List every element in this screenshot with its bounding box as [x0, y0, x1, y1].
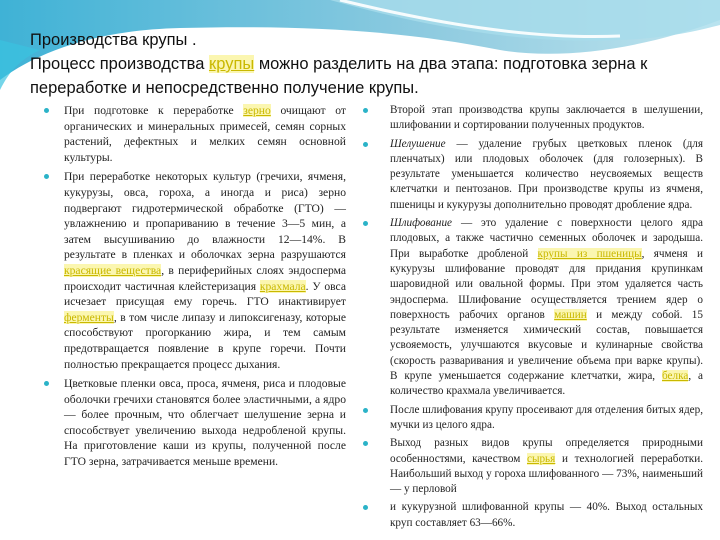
link-krupy[interactable]: крупы: [208, 55, 255, 73]
paragraph-text: — удаление грубых цветковых пленок (для пленчатых) или плодовых оболочек (для голозерных). В результате уменьшается количество неусвояемых веществ клетчатки и пентозанов. При производстве крупы из ячменя, пшеницы и кукурузы дополнительно проводят дробление ядра.: [390, 137, 703, 211]
bullet-icon: [363, 441, 368, 446]
bullet-icon: [363, 221, 368, 226]
paragraph-text: , в периферийных слоях эндосперма происходит частичная клейстеризация: [64, 263, 346, 293]
paragraph-text: Цветковые пленки овса, проса, ячменя, риса и плодовые оболочки гречихи становятся более эластичными, а ядро — более прочным, что облегчает шелушение зерна и способствует увеличению выхода недробленой крупы. На приготовление каши из крупы, полученной после ГТО зерна, затрачивается меньше времени.: [64, 377, 346, 469]
paragraph-text: После шлифования крупу просеивают для отделения битых ядер, мучки из целого ядра.: [390, 403, 703, 431]
list-item: [44, 376, 346, 470]
list-item: [363, 137, 703, 213]
bullet-icon: [44, 174, 49, 179]
right-bullet-list: [363, 103, 703, 531]
paragraph-text: , ячменя и кукурузы шлифование проводят для придания крупинкам шаровидной или овальной формы. При этом удаляется часть эндосперма. Шлифование осуществляется трением ядер о поверхность рабочих органов: [390, 247, 704, 321]
term-italic: Шлифование: [390, 217, 453, 230]
bullet-icon: [363, 505, 368, 510]
paragraph-text: Второй этап производства крупы заключается в шелушении, шлифовании и сортировании полученных продуктов.: [390, 104, 703, 132]
list-item: [44, 169, 346, 372]
list-item: [44, 103, 346, 165]
term-italic: Шелушение: [390, 137, 446, 150]
inline-link[interactable]: зерно: [243, 104, 271, 117]
paragraph-text: . У овса исчезает присущая ему горечь. ГТО инактивирует: [64, 279, 346, 309]
list-item: [363, 216, 703, 400]
paragraph-text: , а количество крахмала увеличивается.: [390, 370, 704, 398]
left-bullet-list: [44, 103, 346, 470]
inline-link[interactable]: машин: [554, 308, 587, 321]
paragraph-text: очищают от органических и минеральных примесей, семян сорных растений, дефектных и мелких семян основной культуры.: [64, 104, 346, 164]
bullet-icon: [44, 108, 49, 113]
paragraph-text: и между собой. 15 результате изменяется химический состав, повышается усвояемость, улучшаются вкусовые и кулинарные свойства (скорость разваривания и увеличение объема при варке крупы). В крупе уменьшается содержание клетчатки, жира,: [390, 308, 703, 383]
inline-link[interactable]: крупы из пшеницы: [537, 247, 642, 260]
paragraph-text: и технологией переработки. Наибольший выход у гороха шлифованного — 73%, наименьший — у перловой: [390, 452, 703, 496]
bullet-icon: [363, 408, 368, 413]
inline-link[interactable]: крахмала: [259, 279, 306, 293]
paragraph-text: Выход разных видов крупы определяется природными особенностями, качеством: [390, 437, 703, 465]
title-line-1: Производства крупы .: [30, 31, 197, 49]
list-item: [363, 500, 703, 531]
inline-link[interactable]: красящие вещества: [64, 263, 162, 277]
title-line-2: [30, 52, 710, 100]
paragraph-text: и кукурузной шлифованной крупы — 40%. Выход остальных круп составляет 63—66%.: [390, 501, 703, 529]
bullet-icon: [363, 142, 368, 147]
list-item: [363, 403, 703, 434]
inline-link[interactable]: сырья: [526, 452, 556, 465]
paragraph-text: — это удаление с поверхности целого ядра плодовых, а также частично семенных оболочек и зародыша. При выработке дробленой: [390, 217, 703, 260]
list-item: [363, 436, 703, 497]
bullet-icon: [44, 381, 49, 386]
paragraph-text: При подготовке к переработке: [64, 104, 244, 117]
left-column: [44, 103, 346, 474]
title-text: можно разделить на два этапа: подготовка зерна к переработке и непосредственно получение крупы.: [30, 55, 648, 97]
inline-link[interactable]: ферменты: [64, 310, 114, 324]
title-text: Процесс производства: [30, 55, 209, 73]
right-column: [363, 103, 703, 534]
paragraph-text: , в том числе липазу и липоксигеназу, которые способствуют прогорканию жира, и тем самым предотвращается появление в крупе горечи. Почти полностью прекращается процесс дыхания.: [64, 310, 346, 371]
paragraph-text: При переработке некоторых культур (гречихи, ячменя, кукурузы, овса, гороха, а иногда и риса) зерно подвергают гидротермической обработке (ГТО) — увлажнению и пропариванию в течение 3—5 мин, а затем высушиванию до влажности 12—14%. В результате в пленках и оболочках зерна разрушаются: [64, 170, 346, 262]
inline-link[interactable]: белка: [662, 370, 689, 383]
slide-title: [30, 28, 710, 100]
list-item: [363, 103, 703, 134]
bullet-icon: [363, 108, 368, 113]
